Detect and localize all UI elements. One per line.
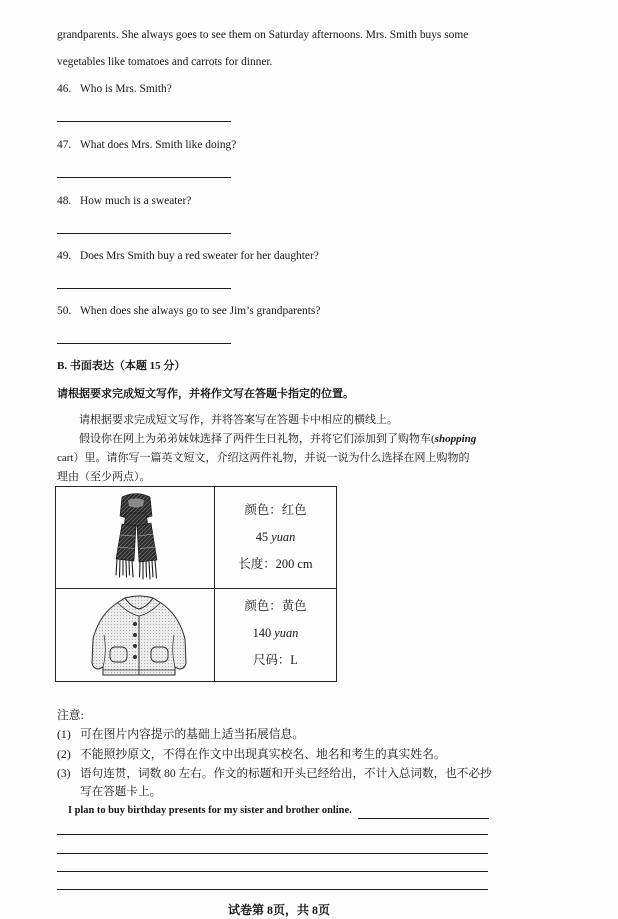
note-item-1 [57,727,304,741]
sweater-icon [89,593,189,679]
section-b-bold-instruction: 请根据要求完成短文写作，并将作文写在答题卡指定的位置。 [57,388,354,400]
gift-price-value: 45 [255,530,269,544]
question-text: How much is a sweater? [80,195,192,207]
gift-color-label: 颜色： [244,599,282,613]
passage-line-1: grandparents. She always goes to see them on Saturday afternoons. Mrs. Smith buys some [57,29,469,41]
essay-opening: I plan to buy birthday presents for my sister and brother online. [68,805,352,816]
gift-row-scarf [56,487,336,589]
essay-line-5 [57,889,488,890]
essay-line-2 [57,834,488,835]
gift-color [245,497,307,524]
gift-table [55,486,337,682]
note-number: (3) [57,767,71,780]
gift-info-cell [215,487,336,588]
gift-spec-value: 200 cm [275,557,313,571]
essay-line-3 [57,853,488,854]
question-number: 48. [57,195,72,207]
page-footer: 试卷第 8页，共 8页 [228,903,331,917]
gift-info-cell [215,589,336,681]
answer-line-47 [57,177,231,178]
answer-line-48 [57,233,231,234]
gift-length [239,551,313,578]
question-50 [57,304,320,318]
gift-price [253,620,299,647]
note-number: (1) [57,727,71,741]
question-46 [57,82,172,96]
gift-color-value: 红色 [281,503,307,517]
prompt-line-3: 理由（至少两点）。 [57,471,151,483]
essay-line-4 [57,871,488,872]
gift-price-value: 140 [252,626,272,640]
note-text: 不能照抄原文，不得在作文中出现真实校名、地名和考生的真实姓名。 [80,747,446,761]
gift-price-currency: yuan [274,626,299,640]
gift-color-label: 颜色： [244,503,282,517]
note-item-3 [57,767,492,781]
gift-row-sweater [56,589,336,681]
answer-line-46 [57,121,231,122]
gift-size [253,647,298,674]
note-text: 语句连贯，词数 80 左右。作文的标题和开头已经给出，不计入总词数，也不必抄 [80,767,492,780]
note-number: (2) [57,747,71,761]
prompt-line-1 [79,432,476,446]
answer-line-49 [57,288,231,289]
question-47 [57,138,236,152]
question-48 [57,194,191,208]
question-text: When does she always go to see Jim’s grandparents? [80,305,321,317]
essay-line-1 [358,818,489,819]
note-item-3-continuation: 写在答题卡上。 [80,785,162,798]
gift-image-cell [56,487,215,588]
gift-image-cell [56,589,215,681]
prompt-line-1-text: 假设你在网上为弟弟妹妹选择了两件生日礼物，并将它们添加到了购物车( [79,433,435,445]
scarf-icon [101,491,171,583]
question-text: What does Mrs. Smith like doing? [80,139,237,151]
question-number: 50. [57,305,72,317]
gift-price-currency: yuan [271,530,296,544]
gift-spec-label: 尺码： [253,653,291,667]
passage-line-2: vegetables like tomatoes and carrots for dinner. [57,56,273,68]
section-b-title: B. 书面表达（本题 15 分） [57,360,186,372]
question-number: 46. [57,83,72,95]
prompt-line-1-english: shopping [434,433,477,445]
gift-color-value: 黄色 [281,599,307,613]
question-text: Who is Mrs. Smith? [80,83,172,95]
section-b-instruction: 请根据要求完成短文写作，并将答案写在答题卡中相应的横线上。 [79,414,398,426]
gift-spec-label: 长度： [238,557,276,571]
prompt-line-2: cart）里。请你写一篇英文短文，介绍这两件礼物，并说一说为什么选择在网上购物的 [57,452,470,464]
gift-spec-value: L [290,653,298,667]
note-item-2 [57,747,446,761]
question-text: Does Mrs Smith buy a red sweater for her daughter? [80,250,319,262]
note-text: 可在图片内容提示的基础上适当拓展信息。 [80,727,305,741]
gift-color [245,593,307,620]
notes-heading: 注意: [57,708,84,722]
question-49 [57,249,319,263]
gift-price [256,524,296,551]
question-number: 49. [57,250,72,262]
question-number: 47. [57,139,72,151]
answer-line-50 [57,343,231,344]
